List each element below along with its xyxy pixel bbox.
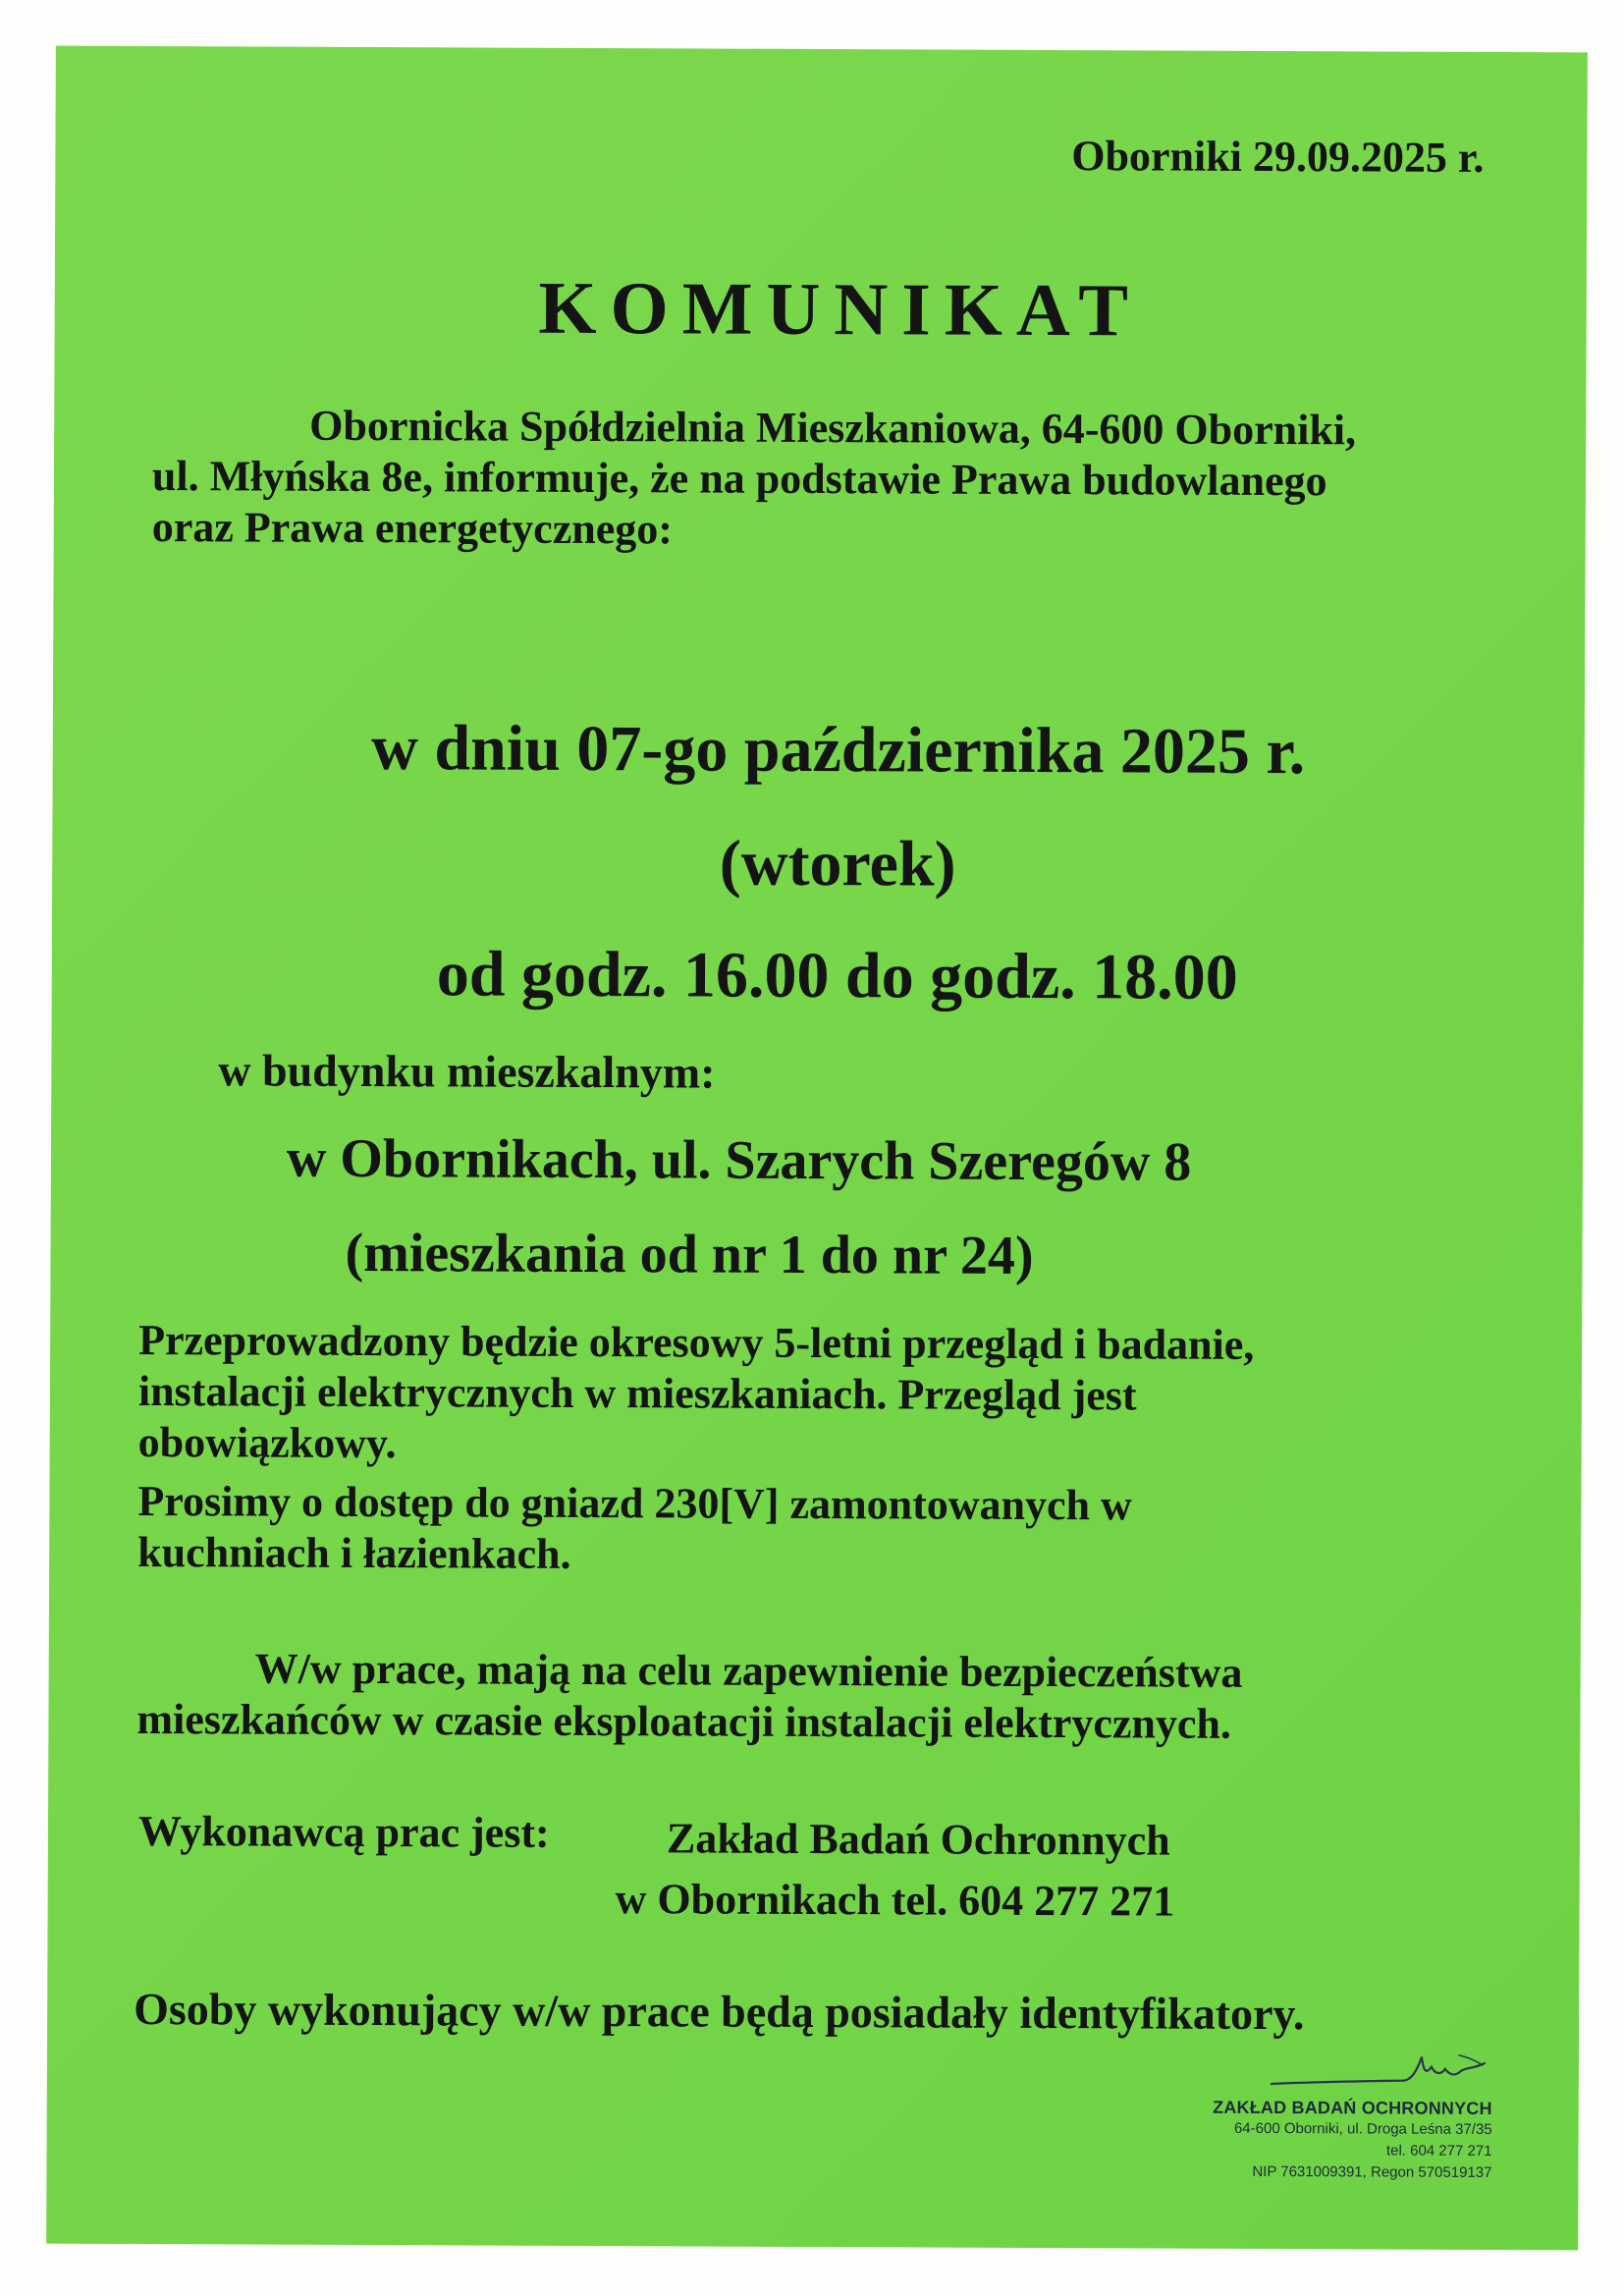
identification-note: Osoby wykonujący w/w prace będą posiadały identyfikatory. [134,1983,1305,2040]
paragraph-line: obowiązkowy. [137,1417,397,1468]
intro-line-2: ul. Młyńska 8e, informuje, że na podstawie Prawa budowlanego [151,452,1327,506]
contractor-location-phone: w Obornikach tel. 604 277 271 [615,1875,1175,1926]
event-hours: od godz. 16.00 do godz. 18.00 [436,938,1238,1013]
stamp-address: 64-600 Oborniki, ul. Droga Leśna 37/35 [1233,2119,1492,2139]
event-weekday: (wtorek) [719,827,956,901]
stamp-phone: tel. 604 277 271 [1385,2142,1492,2160]
notice-sheet [46,46,1588,2251]
contractor-label: Wykonawcą prac jest: [137,1806,550,1857]
paragraph-line: mieszkańców w czasie eksploatacji instalacji elektrycznych. [136,1694,1232,1748]
intro-paragraph [152,400,1489,559]
document-date: Oborniki 29.09.2025 r. [1071,132,1485,182]
intro-line-1: Obornicka Spółdzielnia Mieszkaniowa, 64-600 Oborniki, [309,401,1357,455]
stamp-tax-ids: NIP 7631009391, Regon 570519137 [1252,2162,1492,2182]
document-title: KOMUNIKAT [538,266,1143,353]
building-label: w budynku mieszkalnym: [218,1045,716,1098]
paragraph-line: instalacji elektrycznych w mieszkaniach. Przegląd jest [137,1366,1137,1420]
paragraph-line: kuchniach i łazienkach. [137,1527,571,1578]
contractor-name: Zakład Badań Ochronnych [666,1814,1170,1865]
stamp-company-name: ZAKŁAD BADAŃ OCHRONNYCH [1213,2097,1492,2119]
paragraph-line: W/w prace, mają na celu zapewnienie bezpieczeństwa [254,1644,1243,1697]
intro-line-3: oraz Prawa energetycznego: [151,503,674,554]
purpose-paragraph [136,1643,1242,1750]
paragraph-line: Przeprowadzony będzie okresowy 5-letni przegląd i badanie, [138,1315,1255,1369]
apartment-range: (mieszkania od nr 1 do nr 24) [345,1222,1034,1286]
contractor-details [615,1808,1175,1932]
building-address: w Obornikach, ul. Szarych Szeregów 8 [286,1127,1192,1193]
signature-icon [1267,2045,1492,2095]
paragraph-line: Prosimy o dostęp do gniazd 230[V] zamontowanych w [137,1476,1132,1530]
inspection-paragraph [138,1315,1255,1473]
access-request-paragraph [137,1476,1132,1582]
company-stamp [1167,2045,1492,2184]
event-date: w dniu 07-go października 2025 r. [371,712,1306,789]
